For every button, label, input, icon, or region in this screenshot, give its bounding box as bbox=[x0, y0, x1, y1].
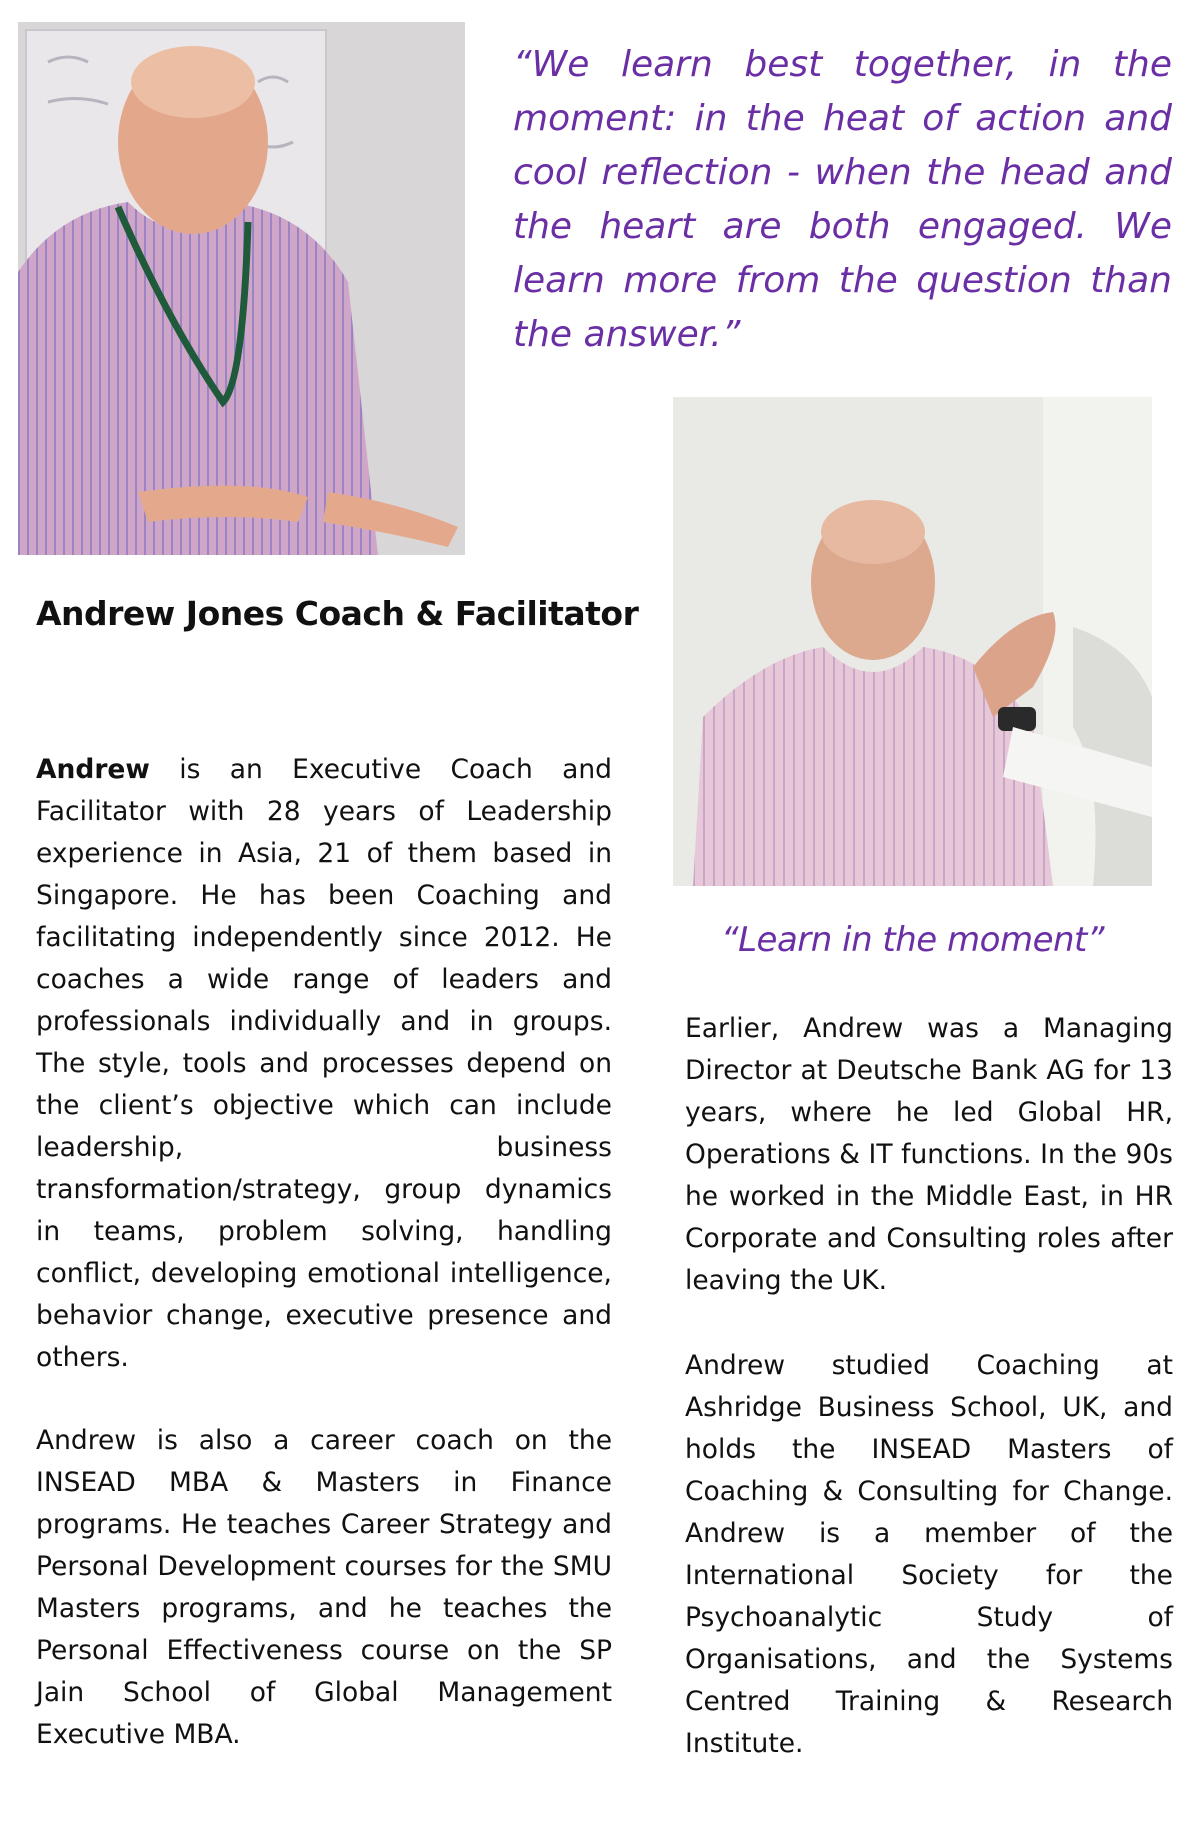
bio-paragraph-education: Andrew studied Coaching at Ashridge Business School, UK, and holds the INSEAD Masters of Coaching & Consulting for Change. Andrew is a member of the International Society for the Psychoanalytic Study of Organisations, and the Systems Centred Training & Research Institute. bbox=[685, 1350, 1173, 1759]
bio-paragraph-intro bbox=[36, 749, 612, 1379]
pull-quote: “We learn best together, in the moment: in the heat of action and cool reflection - when the head and the heart are both engaged. We learn more from the question than the answer.” bbox=[513, 44, 1172, 355]
bio-lead-name: Andrew bbox=[36, 754, 150, 785]
tagline-quote: “Learn in the moment” bbox=[720, 920, 1104, 960]
bio-intro-text: is an Executive Coach and Facilitator with 28 years of Leadership experience in Asia, 21 of them based in Singapore. He has been Coaching and facilitating independently since 2012. He coaches a wide range of leaders and professionals individually and in groups. The style, tools and processes depend on the client’s objective which can include leadership, business transformation/strategy, group dynamics in teams, problem solving, handling conflict, developing emotional intelligence, behavior change, executive presence and others. bbox=[36, 754, 612, 1373]
bio-paragraph-career-coach: Andrew is also a career coach on the INSEAD MBA & Masters in Finance programs. He teaches Career Strategy and Personal Development courses for the SMU Masters programs, and he teaches the Personal Effectiveness course on the SP Jain School of Global Management Executive MBA. bbox=[36, 1425, 612, 1750]
portrait-photo-seated bbox=[673, 397, 1152, 886]
bio-paragraph-earlier-career: Earlier, Andrew was a Managing Director at Deutsche Bank AG for 13 years, where he led Global HR, Operations & IT functions. In the 90s he worked in the Middle East, in HR Corporate and Consulting roles after leaving the UK. bbox=[685, 1013, 1173, 1296]
portrait-photo-presenting bbox=[18, 22, 465, 555]
page-title: Andrew Jones Coach & Facilitator bbox=[36, 594, 639, 633]
